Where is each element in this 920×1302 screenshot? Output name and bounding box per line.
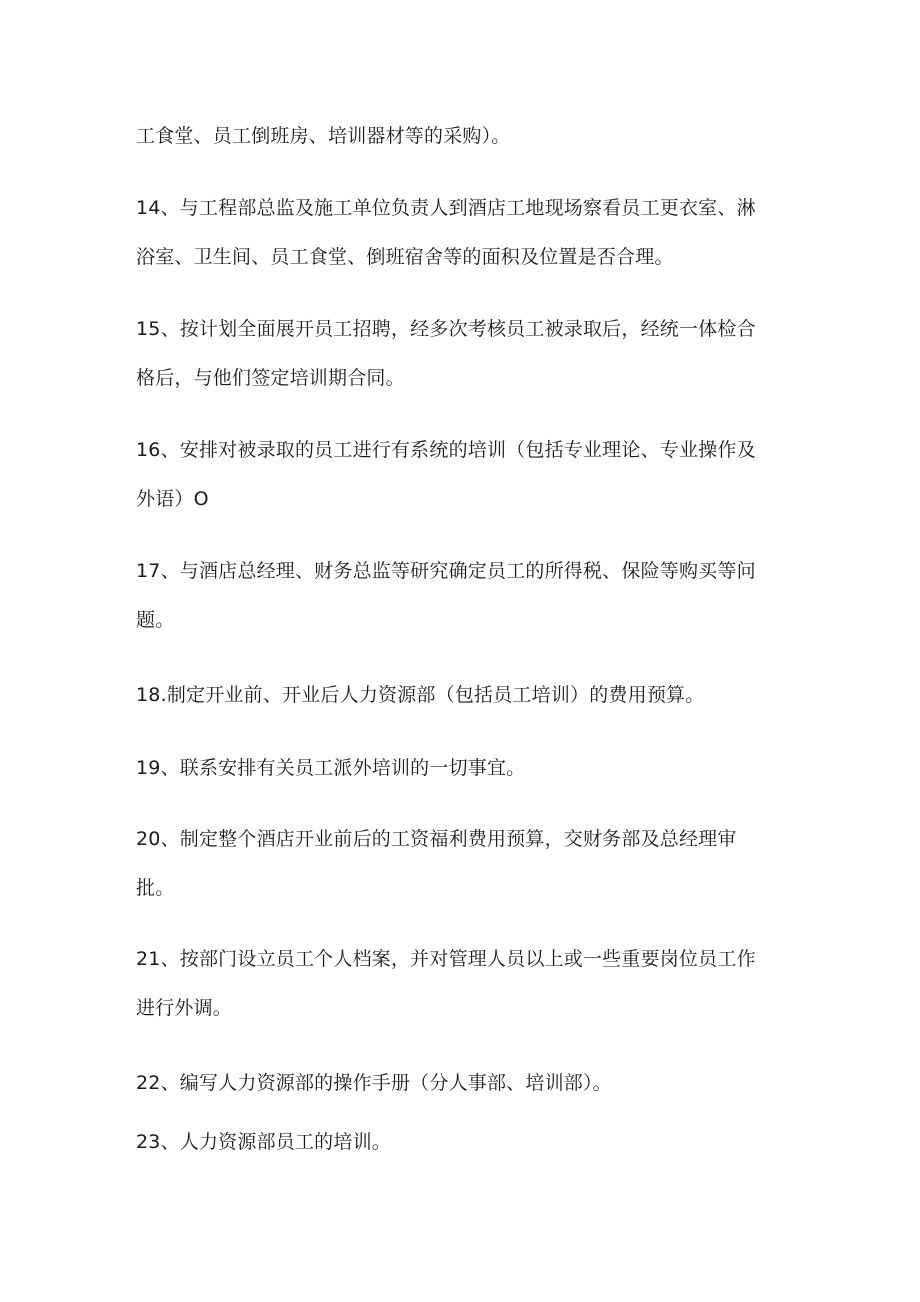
text-line: 15、按计划全面展开员工招聘，经多次考核员工被录取后，经统一体检合 [136,318,756,340]
text-line: 格后，与他们签定培训期合同。 [136,367,405,389]
text-line: 进行外调。 [136,997,233,1019]
text-line: 批。 [136,877,175,899]
text-line: 题。 [136,609,175,631]
text-line: 18.制定开业前、开业后人力资源部（包括员工培训）的费用预算。 [136,684,705,706]
text-line: 外语）O [136,488,209,510]
text-line: 14、与工程部总监及施工单位负责人到酒店工地现场察看员工更衣室、淋 [136,197,756,219]
text-line: 22、编写人力资源部的操作手册（分人事部、培训部）。 [136,1072,612,1094]
text-line: 工食堂、员工倒班房、培训器材等的采购）。 [136,125,511,147]
text-line: 19、联系安排有关员工派外培训的一切事宜。 [136,757,526,779]
text-line: 17、与酒店总经理、财务总监等研究确定员工的所得税、保险等购买等问 [136,560,756,582]
text-line: 21、按部门设立员工个人档案，并对管理人员以上或一些重要岗位员工作 [136,948,756,970]
text-line: 23、人力资源部员工的培训。 [136,1131,391,1153]
text-line: 16、安排对被录取的员工进行有系统的培训（包括专业理论、专业操作及 [136,439,756,461]
text-line: 浴室、卫生间、员工食堂、倒班宿舍等的面积及位置是否合理。 [136,246,674,268]
text-line: 20、制定整个酒店开业前后的工资福利费用预算，交财务部及总经理审 [136,828,737,850]
